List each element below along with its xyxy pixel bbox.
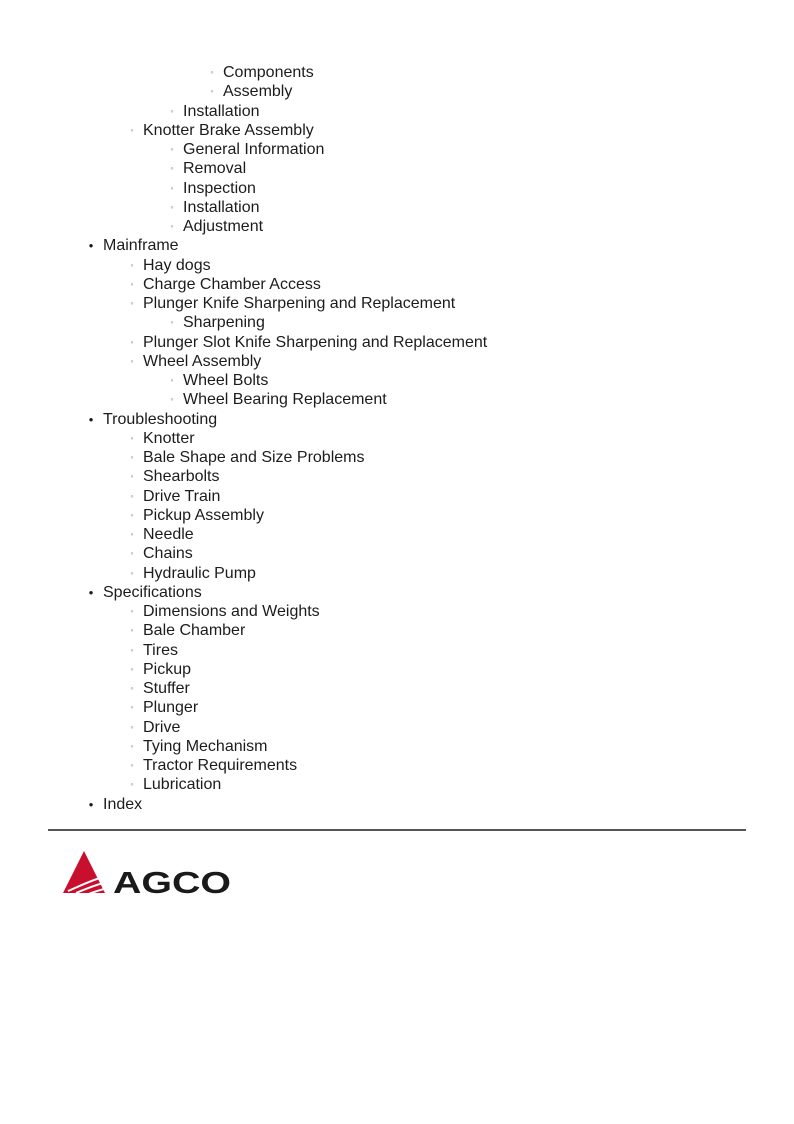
toc-item[interactable] xyxy=(0,102,794,121)
circle-bullet-icon: ◦ xyxy=(130,779,134,790)
table-of-contents xyxy=(0,63,794,814)
toc-item[interactable] xyxy=(0,737,794,756)
toc-item[interactable] xyxy=(0,583,794,602)
toc-item-label[interactable]: Specifications xyxy=(103,583,202,601)
circle-bullet-icon: ◦ xyxy=(170,201,174,212)
toc-item[interactable] xyxy=(0,159,794,178)
toc-item[interactable] xyxy=(0,313,794,332)
toc-item-label[interactable]: Index xyxy=(103,795,143,813)
agco-logo xyxy=(62,850,234,896)
toc-item-label[interactable]: Drive Train xyxy=(143,487,221,505)
circle-bullet-icon: ◦ xyxy=(170,144,174,154)
toc-item[interactable] xyxy=(0,198,794,217)
toc-item[interactable] xyxy=(0,487,794,506)
circle-bullet-icon: ◦ xyxy=(130,259,134,270)
circle-bullet-icon: ◦ xyxy=(170,105,174,116)
circle-bullet-icon: ◦ xyxy=(130,644,134,655)
toc-item[interactable] xyxy=(0,756,794,775)
toc-item-label[interactable]: Tying Mechanism xyxy=(143,737,268,755)
circle-bullet-icon: ◦ xyxy=(210,67,214,77)
toc-item[interactable] xyxy=(0,121,794,140)
toc-item-label[interactable]: Bale Shape and Size Problems xyxy=(143,449,365,466)
toc-item[interactable] xyxy=(0,275,794,294)
toc-item[interactable] xyxy=(0,429,794,448)
toc-item[interactable] xyxy=(0,775,794,794)
toc-item-label[interactable]: Tires xyxy=(143,641,178,659)
toc-item-label[interactable]: Plunger Knife Sharpening and Replacement xyxy=(143,295,456,312)
toc-item-label[interactable]: Charge Chamber Access xyxy=(143,275,321,293)
toc-item[interactable] xyxy=(0,256,794,275)
toc-item[interactable] xyxy=(0,63,794,82)
toc-item-label[interactable]: Knotter xyxy=(143,429,195,447)
toc-item[interactable] xyxy=(0,179,794,198)
toc-item[interactable] xyxy=(0,544,794,563)
toc-item-label[interactable]: Wheel Bearing Replacement xyxy=(183,391,387,409)
circle-bullet-icon: ◦ xyxy=(130,740,134,751)
toc-item-label[interactable]: Wheel Bolts xyxy=(183,372,269,389)
toc-item-label[interactable]: Troubleshooting xyxy=(103,410,218,428)
toc-item[interactable] xyxy=(0,236,794,255)
toc-item-label[interactable]: Installation xyxy=(183,102,260,120)
toc-item-label[interactable]: Components xyxy=(223,64,314,81)
toc-item[interactable] xyxy=(0,679,794,698)
toc-item[interactable] xyxy=(0,333,794,352)
circle-bullet-icon: ◦ xyxy=(130,278,134,289)
toc-item[interactable] xyxy=(0,390,794,409)
toc-item[interactable] xyxy=(0,660,794,679)
circle-bullet-icon: ◦ xyxy=(130,606,134,616)
circle-bullet-icon: ◦ xyxy=(170,221,174,231)
circle-bullet-icon: ◦ xyxy=(130,721,134,732)
toc-item[interactable] xyxy=(0,718,794,737)
toc-item[interactable] xyxy=(0,371,794,390)
circle-bullet-icon: ◦ xyxy=(130,452,134,462)
toc-item-label[interactable]: Hydraulic Pump xyxy=(143,564,256,582)
bullet-icon: • xyxy=(88,584,94,600)
toc-item-label[interactable]: Stuffer xyxy=(143,680,190,697)
toc-item-label[interactable]: Installation xyxy=(183,198,260,216)
toc-item-label[interactable]: Hay dogs xyxy=(143,256,211,274)
toc-item-label[interactable]: General Information xyxy=(183,141,325,158)
toc-item[interactable] xyxy=(0,698,794,717)
toc-item[interactable] xyxy=(0,795,794,814)
toc-item-label[interactable]: Knotter Brake Assembly xyxy=(143,121,314,139)
toc-item[interactable] xyxy=(0,564,794,583)
circle-bullet-icon: ◦ xyxy=(130,548,134,559)
toc-item[interactable] xyxy=(0,294,794,313)
toc-item[interactable] xyxy=(0,467,794,486)
toc-item[interactable] xyxy=(0,602,794,621)
circle-bullet-icon: ◦ xyxy=(210,86,214,97)
toc-item[interactable] xyxy=(0,352,794,371)
circle-bullet-icon: ◦ xyxy=(130,683,134,693)
circle-bullet-icon: ◦ xyxy=(170,163,174,174)
circle-bullet-icon: ◦ xyxy=(130,702,134,713)
toc-item-label[interactable]: Tractor Requirements xyxy=(143,757,298,774)
circle-bullet-icon: ◦ xyxy=(130,663,134,674)
footer-divider xyxy=(48,829,746,831)
toc-item-label[interactable]: Sharpening xyxy=(183,314,265,332)
circle-bullet-icon: ◦ xyxy=(130,529,134,539)
toc-item-label[interactable]: Drive xyxy=(143,718,181,736)
toc-item-label[interactable]: Wheel Assembly xyxy=(143,352,262,370)
toc-item-label[interactable]: Shearbolts xyxy=(143,468,220,486)
circle-bullet-icon: ◦ xyxy=(170,394,174,405)
circle-bullet-icon: ◦ xyxy=(170,375,174,385)
circle-bullet-icon: ◦ xyxy=(130,336,134,347)
toc-item[interactable] xyxy=(0,621,794,640)
bullet-icon: • xyxy=(88,796,94,812)
toc-item-label[interactable]: Adjustment xyxy=(183,218,264,235)
toc-item-label[interactable]: Mainframe xyxy=(103,237,179,255)
toc-item[interactable] xyxy=(0,506,794,525)
toc-item[interactable] xyxy=(0,410,794,429)
bullet-icon: • xyxy=(88,238,94,254)
agco-logo-text: AGCO xyxy=(113,865,231,896)
circle-bullet-icon: ◦ xyxy=(130,298,134,308)
toc-item-label[interactable]: Removal xyxy=(183,160,247,178)
toc-item[interactable] xyxy=(0,641,794,660)
circle-bullet-icon: ◦ xyxy=(170,182,174,193)
toc-item[interactable] xyxy=(0,217,794,236)
toc-item[interactable] xyxy=(0,525,794,544)
toc-item-label[interactable]: Assembly xyxy=(223,83,293,101)
circle-bullet-icon: ◦ xyxy=(170,317,174,328)
circle-bullet-icon: ◦ xyxy=(130,760,134,770)
circle-bullet-icon: ◦ xyxy=(130,567,134,578)
toc-item[interactable] xyxy=(0,140,794,159)
toc-item-label[interactable]: Inspection xyxy=(183,179,256,197)
toc-item-label[interactable]: Dimensions and Weights xyxy=(143,603,320,620)
toc-item-label[interactable]: Pickup xyxy=(143,660,192,678)
circle-bullet-icon: ◦ xyxy=(130,124,134,135)
toc-item[interactable] xyxy=(0,82,794,101)
toc-item-label[interactable]: Plunger xyxy=(143,699,199,717)
toc-item[interactable] xyxy=(0,448,794,467)
toc-item-label[interactable]: Chains xyxy=(143,545,193,563)
circle-bullet-icon: ◦ xyxy=(130,471,134,482)
bullet-icon: • xyxy=(88,411,94,427)
circle-bullet-icon: ◦ xyxy=(130,509,134,520)
circle-bullet-icon: ◦ xyxy=(130,625,134,636)
circle-bullet-icon: ◦ xyxy=(130,432,134,443)
toc-item-label[interactable]: Pickup Assembly xyxy=(143,506,264,524)
circle-bullet-icon: ◦ xyxy=(130,490,134,501)
toc-item-label[interactable]: Needle xyxy=(143,526,194,543)
toc-item-label[interactable]: Lubrication xyxy=(143,776,222,794)
toc-item-label[interactable]: Plunger Slot Knife Sharpening and Replacement xyxy=(143,333,488,351)
circle-bullet-icon: ◦ xyxy=(130,355,134,366)
toc-item-label[interactable]: Bale Chamber xyxy=(143,622,246,640)
